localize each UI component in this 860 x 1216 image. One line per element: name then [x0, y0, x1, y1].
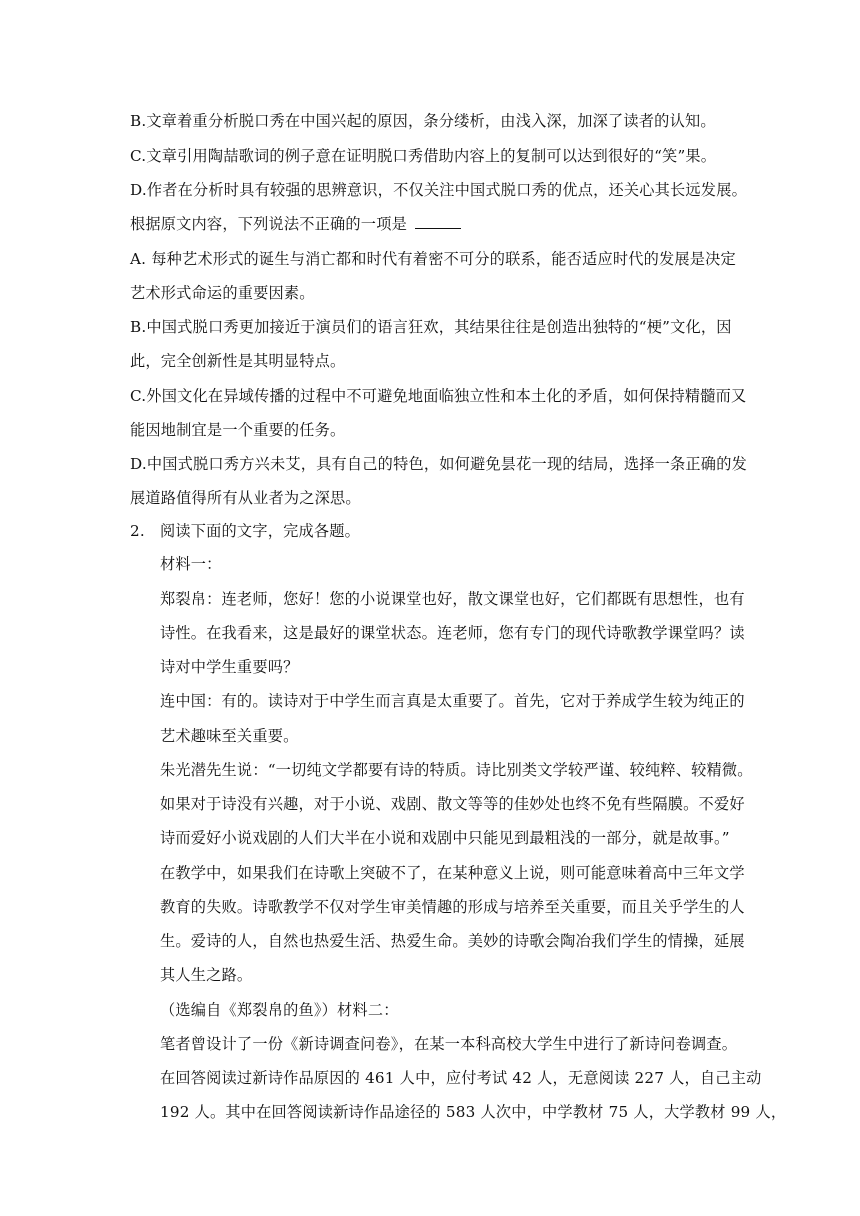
material-1-label: 材料一：	[160, 555, 222, 573]
question-2-heading	[130, 521, 730, 541]
paragraph-line: 教育的失败。诗歌教学不仅对学生审美情趣的形成与培养至关重要，而且关乎学生的人	[160, 898, 745, 916]
paragraph-line: 其人生之路。	[160, 966, 253, 984]
paragraph-line: 艺术趣味至关重要。	[160, 727, 299, 745]
option-d-line: D.作者在分析时具有较强的思辨意识，不仅关注中国式脱口秀的优点，还关心其长远发展。	[130, 181, 747, 199]
option-a-line-1: A. 每种艺术形式的诞生与消亡都和时代有着密不可分的联系，能否适应时代的发展是决定	[130, 250, 736, 268]
option-b2-line-2: 此，完全创新性是其明显特点。	[130, 352, 346, 370]
option-c-line: C.文章引用陶喆歌词的例子意在证明脱口秀借助内容上的复制可以达到很好的“笑”果。	[130, 147, 717, 165]
question-2-text: 阅读下面的文字，完成各题。	[160, 522, 361, 540]
option-d2-line-1: D.中国式脱口秀方兴未艾，具有自己的特色，如何避免昙花一现的结局，选择一条正确的发	[130, 455, 747, 473]
paragraph-line: 朱光潜先生说：“一切纯文学都要有诗的特质。诗比别类文学较严谨、较纯粹、较精微。	[160, 761, 753, 779]
option-d2-line-2: 展道路值得所有从业者为之深思。	[130, 489, 361, 507]
paragraph-line: 诗对中学生重要吗？	[160, 658, 299, 676]
option-c2-line-2: 能因地制宜是一个重要的任务。	[130, 421, 346, 439]
question-stem	[130, 214, 730, 234]
paragraph-line: 诗性。在我看来，这是最好的课堂状态。连老师，您有专门的现代诗歌教学课堂吗？读	[160, 624, 745, 642]
answer-blank[interactable]	[415, 214, 461, 229]
question-stem-text: 根据原文内容，下列说法不正确的一项是	[130, 215, 407, 233]
paragraph-line: 在回答阅读过新诗作品原因的 461 人中，应付考试 42 人，无意阅读 227 人，自己主动	[160, 1069, 762, 1087]
paragraph-line: 192 人。其中在回答阅读新诗作品途径的 583 人次中，中学教材 75 人，大学教材 99 人，	[160, 1103, 787, 1121]
paragraph-line: 生。爱诗的人，自然也热爱生活、热爱生命。美妙的诗歌会陶冶我们学生的情操，延展	[160, 932, 745, 950]
paragraph-line: 连中国：有的。读诗对于中学生而言真是太重要了。首先，它对于养成学生较为纯正的	[160, 692, 745, 710]
option-a-line-2: 艺术形式命运的重要因素。	[130, 284, 315, 302]
paragraph-line: 在教学中，如果我们在诗歌上突破不了，在某种意义上说，则可能意味着高中三年文学	[160, 864, 745, 882]
question-number: 2.	[130, 522, 145, 540]
option-b-line: B.文章着重分析脱口秀在中国兴起的原因，条分缕析，由浅入深，加深了读者的认知。	[130, 112, 716, 130]
paragraph-line: 如果对于诗没有兴趣，对于小说、戏剧、散文等等的佳妙处也终不免有些隔膜。不爱好	[160, 795, 745, 813]
paragraph-line: 笔者曾设计了一份《新诗调查问卷》，在某一本科高校大学生中进行了新诗问卷调查。	[160, 1035, 738, 1053]
source-note-material-2-label: （选编自《郑裂帛的鱼》）材料二：	[160, 1001, 399, 1019]
option-c2-line-1: C.外国文化在异域传播的过程中不可避免地面临独立性和本土化的矛盾，如何保持精髓而又	[130, 387, 747, 405]
paragraph-line: 郑裂帛：连老师，您好！您的小说课堂也好，散文课堂也好，它们都既有思想性，也有	[160, 590, 745, 608]
option-b2-line-1: B.中国式脱口秀更加接近于演员们的语言狂欢，其结果往往是创造出独特的“梗”文化，因	[130, 318, 732, 336]
paragraph-line: 诗而爱好小说戏剧的人们大半在小说和戏剧中只能见到最粗浅的一部分，就是故事。”	[160, 829, 730, 847]
